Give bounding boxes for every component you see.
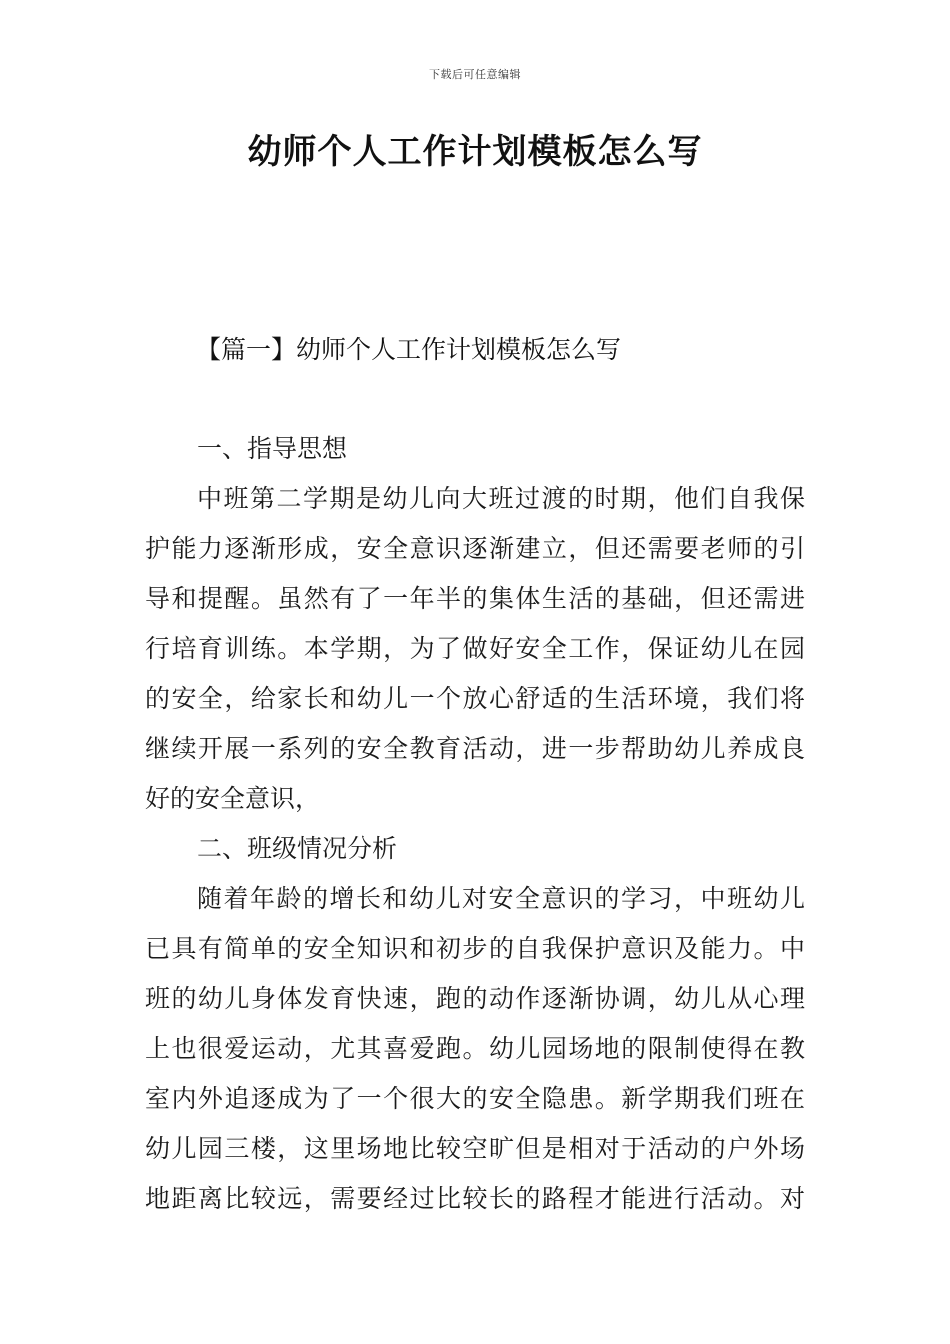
paragraph-line: 上也很爱运动，尤其喜爱跑。幼儿园场地的限制使得在教 [145,1034,805,1063]
document-title: 幼师个人工作计划模板怎么写 [247,132,703,172]
paragraph-line: 随着年龄的增长和幼儿对安全意识的学习，中班幼儿 [197,884,805,913]
paragraph-line: 的安全，给家长和幼儿一个放心舒适的生活环境，我们将 [145,684,805,713]
paragraph-line: 室内外追逐成为了一个很大的安全隐患。新学期我们班在 [145,1084,805,1113]
header-note: 下载后可任意编辑 [429,68,521,81]
section-heading: 【篇一】幼师个人工作计划模板怎么写 [196,335,622,364]
subheading-class-analysis: 二、班级情况分析 [197,834,398,863]
paragraph-line: 导和提醒。虽然有了一年半的集体生活的基础，但还需进 [145,584,805,613]
paragraph-line: 幼儿园三楼，这里场地比较空旷但是相对于活动的户外场 [145,1134,805,1163]
paragraph-line: 好的安全意识， [145,784,321,813]
paragraph-line: 行培育训练。本学期，为了做好安全工作，保证幼儿在园 [145,634,805,663]
document-body [145,424,805,1224]
paragraph-line: 中班第二学期是幼儿向大班过渡的时期，他们自我保 [197,484,805,513]
paragraph-line: 地距离比较远，需要经过比较长的路程才能进行活动。对 [145,1184,805,1213]
subheading-guiding-thought: 一、指导思想 [197,434,348,463]
paragraph-line: 已具有简单的安全知识和初步的自我保护意识及能力。中 [145,934,805,963]
paragraph-line: 班的幼儿身体发育快速，跑的动作逐渐协调，幼儿从心理 [145,984,805,1013]
paragraph-line: 继续开展一系列的安全教育活动，进一步帮助幼儿养成良 [145,734,805,763]
paragraph-line: 护能力逐渐形成，安全意识逐渐建立，但还需要老师的引 [145,534,805,563]
